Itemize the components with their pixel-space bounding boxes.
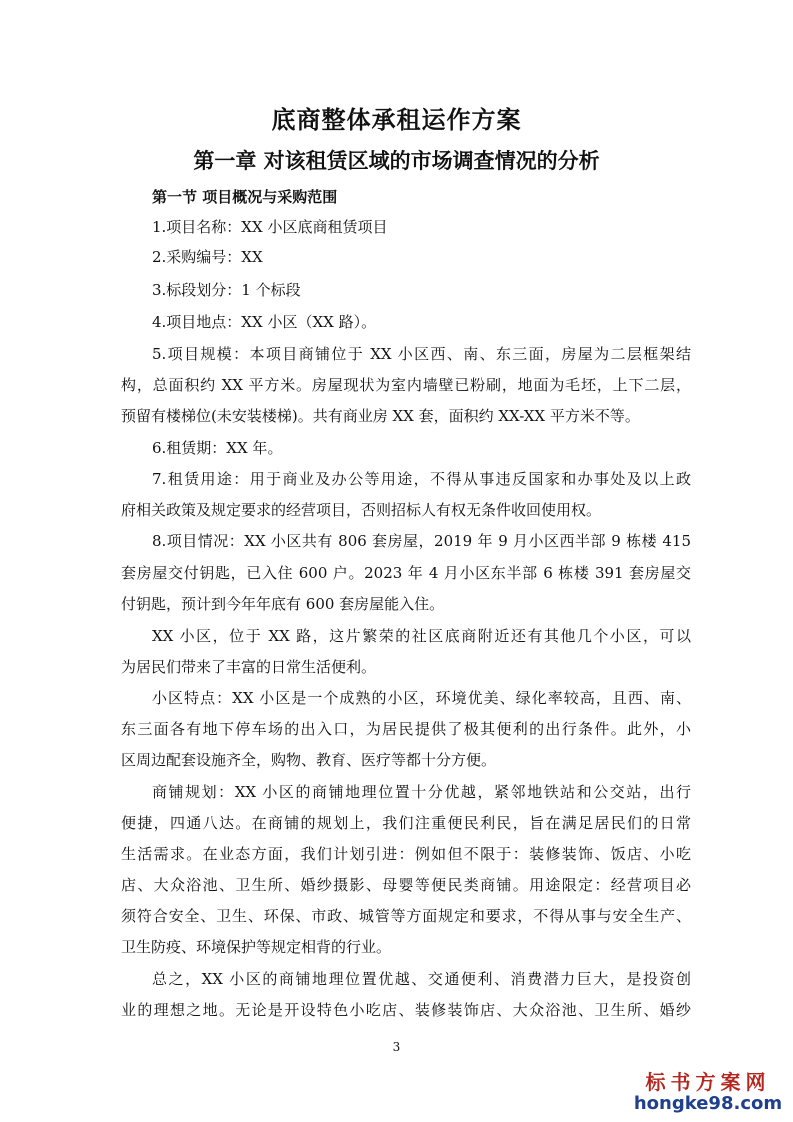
item-lease-term: 6.租赁期：XX 年。	[152, 439, 283, 457]
paragraph-line: 为居民们带来了丰富的日常生活便利。	[121, 658, 377, 676]
paragraph-line: 商铺规划：XX 小区的商铺地理位置十分优越，紧邻地铁站和公交站，出行	[152, 783, 691, 801]
paragraph-line: 构，总面积约 XX 平方米。房屋现状为室内墙壁已粉刷，地面为毛坯，上下二层，	[121, 376, 691, 394]
paragraph-line: XX 小区，位于 XX 路，这片繁荣的社区底商附近还有其他几个小区，可以	[152, 627, 691, 645]
chapter-title: 第一章 对该租赁区域的市场调查情况的分析	[193, 149, 600, 173]
item-lot-division: 3.标段划分：1 个标段	[152, 281, 301, 299]
page-number: 3	[392, 1040, 401, 1054]
paragraph-line: 便捷，四通八达。在商铺的规划上，我们注重便民利民，旨在满足居民们的日常	[121, 814, 691, 832]
paragraph-line: 5.项目规模：本项目商铺位于 XX 小区西、南、东三面，房屋为二层框架结	[152, 345, 691, 363]
paragraph-line: 店、大众浴池、卫生所、婚纱摄影、母婴等便民类商铺。用途限定：经营项目必	[121, 876, 691, 894]
watermark-text: 标书方案网	[645, 1070, 771, 1094]
paragraph-line: 总之，XX 小区的商铺地理位置优越、交通便利、消费潜力巨大，是投资创	[152, 970, 691, 988]
section-title: 第一节 项目概况与采购范围	[152, 188, 338, 206]
document-title: 底商整体承租运作方案	[271, 106, 522, 134]
paragraph-line: 生活需求。在业态方面，我们计划引进：例如但不限于：装修装饰、饭店、小吃	[121, 845, 691, 863]
paragraph-line: 8.项目情况：XX 小区共有 806 套房屋，2019 年 9 月小区西半部 9 栋楼 415	[152, 532, 691, 550]
item-project-location: 4.项目地点：XX 小区（XX 路）。	[152, 313, 377, 331]
paragraph-line: 预留有楼梯位(未安装楼梯)。共有商业房 XX 套，面积约 XX-XX 平方米不等。	[121, 407, 640, 425]
watermark-url: hongke98.com	[633, 1093, 783, 1114]
item-project-name: 1.项目名称：XX 小区底商租赁项目	[152, 218, 388, 236]
watermark-logo	[633, 1066, 783, 1114]
paragraph-line: 7.租赁用途：用于商业及办公等用途，不得从事违反国家和办事处及以上政	[152, 470, 691, 488]
item-procurement-number: 2.采购编号：XX	[152, 248, 263, 266]
paragraph-line: 区周边配套设施齐全，购物、教育、医疗等都十分方便。	[121, 751, 497, 769]
paragraph-line: 府相关政策及规定要求的经营项目，否则招标人有权无条件收回使用权。	[121, 501, 602, 519]
paragraph-line: 套房屋交付钥匙，已入住 600 户。2023 年 4 月小区东半部 6 栋楼 391 套房屋交	[121, 564, 691, 582]
paragraph-line: 付钥匙，预计到今年年底有 600 套房屋能入住。	[121, 595, 445, 613]
paragraph-line: 须符合安全、卫生、环保、市政、城管等方面规定和要求，不得从事与安全生产、	[121, 907, 691, 925]
paragraph-line: 东三面各有地下停车场的出入口，为居民提供了极其便利的出行条件。此外，小	[121, 720, 691, 738]
paragraph-line: 业的理想之地。无论是开设特色小吃店、装修装饰店、大众浴池、卫生所、婚纱	[121, 1001, 691, 1019]
paragraph-line: 卫生防疫、环境保护等规定相背的行业。	[121, 938, 392, 956]
paragraph-line: 小区特点：XX 小区是一个成熟的小区，环境优美、绿化率较高，且西、南、	[152, 689, 691, 707]
